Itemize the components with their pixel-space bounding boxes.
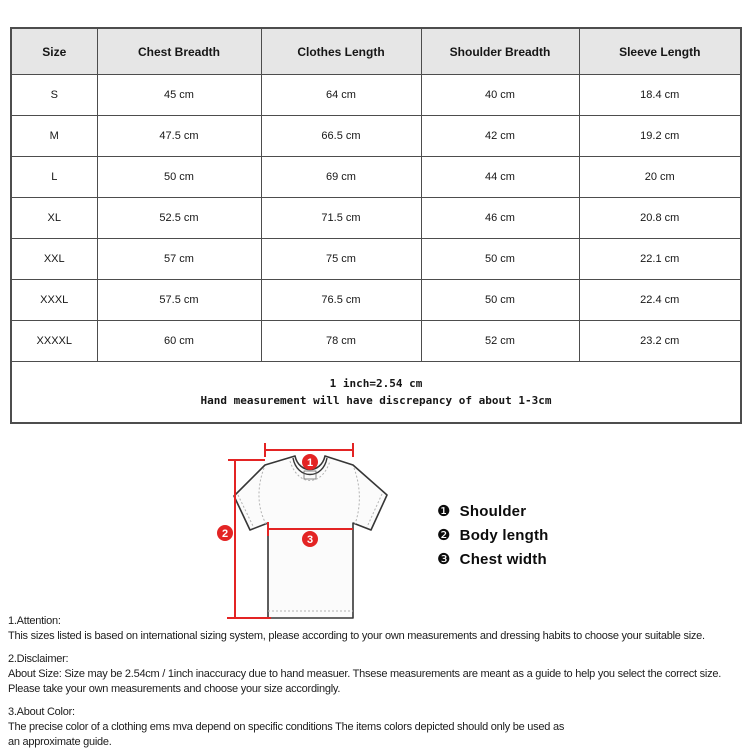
table-header-row — [11, 28, 741, 75]
measurement-cell: 20 cm — [579, 157, 741, 198]
col-header-clothes-length: Clothes Length — [261, 28, 421, 75]
measurement-cell: 46 cm — [421, 198, 579, 239]
measurement-cell: 18.4 cm — [579, 75, 741, 116]
about-color-title: 3.About Color: — [8, 706, 75, 718]
note-line-discrepancy: Hand measurement will have discrepancy of about 1-3cm — [200, 394, 552, 407]
measurement-cell: 76.5 cm — [261, 280, 421, 321]
legend-number-2-icon: ❷ — [437, 527, 451, 544]
diagram-legend — [437, 502, 549, 574]
col-header-size: Size — [11, 28, 97, 75]
table-row — [11, 157, 741, 198]
measurement-cell: 52.5 cm — [97, 198, 261, 239]
table-row — [11, 321, 741, 362]
measurement-note — [11, 362, 741, 424]
table-row — [11, 116, 741, 157]
measurement-cell: 44 cm — [421, 157, 579, 198]
note-line-inch: 1 inch=2.54 cm — [329, 377, 423, 390]
table-row — [11, 280, 741, 321]
measurement-cell: 20.8 cm — [579, 198, 741, 239]
measurement-cell: 78 cm — [261, 321, 421, 362]
measurement-cell: 22.4 cm — [579, 280, 741, 321]
legend-label-shoulder: Shoulder — [459, 502, 527, 520]
measurement-cell: 60 cm — [97, 321, 261, 362]
size-cell: XL — [11, 198, 97, 239]
table-row — [11, 75, 741, 116]
section-gap — [8, 644, 748, 652]
note-row — [11, 362, 741, 424]
measurement-cell: 40 cm — [421, 75, 579, 116]
legend-label-chest-width: Chest width — [459, 550, 547, 568]
tshirt-diagram-svg — [200, 435, 460, 635]
size-cell: XXXXL — [11, 321, 97, 362]
measurement-cell: 57.5 cm — [97, 280, 261, 321]
table-row — [11, 198, 741, 239]
size-cell: L — [11, 157, 97, 198]
badge-1-number: 1 — [306, 457, 314, 469]
about-color-body-line1: The precise color of a clothing ems mva depend on specific conditions The items colors depicted should only be used as — [8, 721, 565, 733]
legend-item-chest-width — [437, 550, 549, 568]
disclaimer-body-line1: About Size: Size may be 2.54cm / 1inch inaccuracy due to hand measuer. Thsese measurements are meant as a guide to help you select the correct size. — [8, 668, 722, 680]
measurement-cell: 42 cm — [421, 116, 579, 157]
badge-2-number: 2 — [221, 528, 229, 540]
disclaimer-title: 2.Disclaimer: — [8, 653, 69, 665]
size-table — [10, 27, 742, 424]
measurement-cell: 50 cm — [421, 280, 579, 321]
attention-body: This sizes listed is based on international sizing system, please according to your own measurements and dressing habits to choose your suitable size. — [8, 630, 705, 642]
measurement-cell: 19.2 cm — [579, 116, 741, 157]
badge-3-number: 3 — [306, 534, 314, 546]
col-header-chest-breadth: Chest Breadth — [97, 28, 261, 75]
size-cell: S — [11, 75, 97, 116]
legend-label-body-length: Body length — [459, 526, 549, 544]
legend-number-1-icon: ❶ — [437, 503, 451, 520]
section-gap — [8, 697, 748, 705]
measurement-cell: 75 cm — [261, 239, 421, 280]
legend-number-3-icon: ❸ — [437, 551, 451, 568]
legend-item-shoulder — [437, 502, 549, 520]
measurement-cell: 64 cm — [261, 75, 421, 116]
disclaimer-body-line2: Please take your own measurements and choose your size accordingly. — [8, 683, 341, 695]
size-cell: XXL — [11, 239, 97, 280]
col-header-shoulder-breadth: Shoulder Breadth — [421, 28, 579, 75]
attention-title: 1.Attention: — [8, 615, 61, 627]
size-cell: M — [11, 116, 97, 157]
measurement-cell: 57 cm — [97, 239, 261, 280]
measurement-cell: 52 cm — [421, 321, 579, 362]
measurement-cell: 71.5 cm — [261, 198, 421, 239]
measurement-cell: 45 cm — [97, 75, 261, 116]
size-cell: XXXL — [11, 280, 97, 321]
measurement-cell: 22.1 cm — [579, 239, 741, 280]
measurement-cell: 23.2 cm — [579, 321, 741, 362]
col-header-sleeve-length: Sleeve Length — [579, 28, 741, 75]
measurement-cell: 50 cm — [421, 239, 579, 280]
measurement-cell: 50 cm — [97, 157, 261, 198]
measurement-cell: 47.5 cm — [97, 116, 261, 157]
measurement-cell: 66.5 cm — [261, 116, 421, 157]
measurement-cell: 69 cm — [261, 157, 421, 198]
tshirt-measurement-diagram — [200, 435, 460, 635]
table-row — [11, 239, 741, 280]
legend-item-body-length — [437, 526, 549, 544]
about-color-body-line2: an approximate guide. — [8, 736, 112, 748]
notes-section — [8, 614, 748, 750]
